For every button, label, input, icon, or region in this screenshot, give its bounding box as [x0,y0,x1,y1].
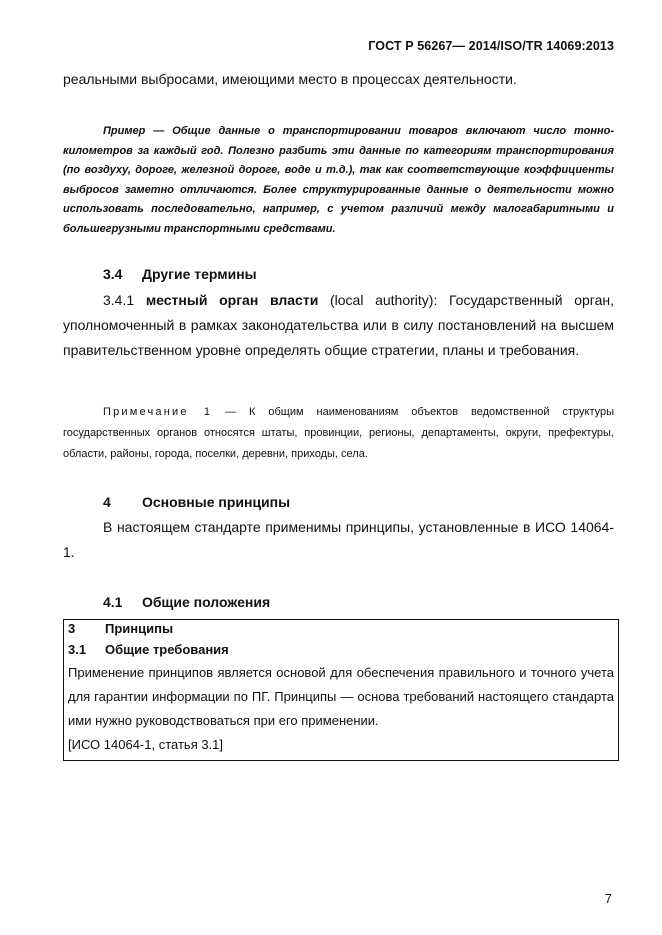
section-4-1-number: 4.1 [103,594,123,610]
example-paragraph: Пример — Общие данные о транспортировании товаров включают число тонно-километров за каждый год. Полезно разбить эти данные по категориям транспортирования (по воздуху, дороге, железной дороге, воде и т.д.), так как соответствующие коэффициенты выбросов заметно отличаются. Более структурированные данные о деятельности можно использовать последовательно, например, с учетом различий между малогабаритными и большегрузными транспортными средствами. [63,125,614,235]
note-label: Примечание 1 [103,406,213,418]
section-3-4-number: 3.4 [103,266,123,282]
term-name: местный орган власти [145,292,319,308]
section-4-1-heading [103,594,270,610]
term-english: (local authority): [329,292,438,308]
quoted-standard-box [63,619,619,761]
section-3-4-title: Другие термины [142,266,257,282]
quote-heading-3-title: Принципы [105,621,174,636]
page-header-standard-id: ГОСТ Р 56267— 2014/ISO/TR 14069:2013 [368,39,614,53]
note-text: — К общим наименованиям объектов ведомственной структуры государственных органов относятся штаты, провинции, регионы, департаменты, округи, префектуры, области, районы, города, поселки, деревни, приходы, села. [63,406,615,460]
term-definition: Государственный орган, уполномоченный в рамках законодательства или в силу постановлений на высшем правительственном уровне определять общие стратегии, планы и требования. [63,292,614,358]
section-4-1-title: Общие положения [142,594,271,610]
section-4-paragraph: В настоящем стандарте применимы принципы, установленные в ИСО 14064-1. [63,519,614,560]
note-1-paragraph [63,402,614,465]
quote-heading-3-number: 3 [68,621,76,636]
quote-heading-3-1 [68,642,229,657]
section-4-title: Основные принципы [142,494,291,510]
quote-source: [ИСО 14064-1, статья 3.1] [68,737,224,752]
term-number: 3.4.1 [103,292,135,308]
quote-body: Применение принципов является основой для обеспечения правильного и точного учета для гарантии информации по ПГ. Принципы — основа требований настоящего стандарта ими нужно руководствоваться при его применении. [68,665,614,728]
section-4-heading [103,494,290,510]
quote-heading-3-1-title: Общие требования [105,642,229,657]
quote-heading-3-1-number: 3.1 [68,642,87,657]
continuation-paragraph: реальными выбросами, имеющими место в процессах деятельности. [63,71,517,87]
page-number: 7 [604,891,612,906]
section-3-4-heading [103,266,257,282]
section-4-number: 4 [103,494,111,510]
quote-heading-3 [68,621,173,636]
term-3-4-1-paragraph [63,288,614,363]
